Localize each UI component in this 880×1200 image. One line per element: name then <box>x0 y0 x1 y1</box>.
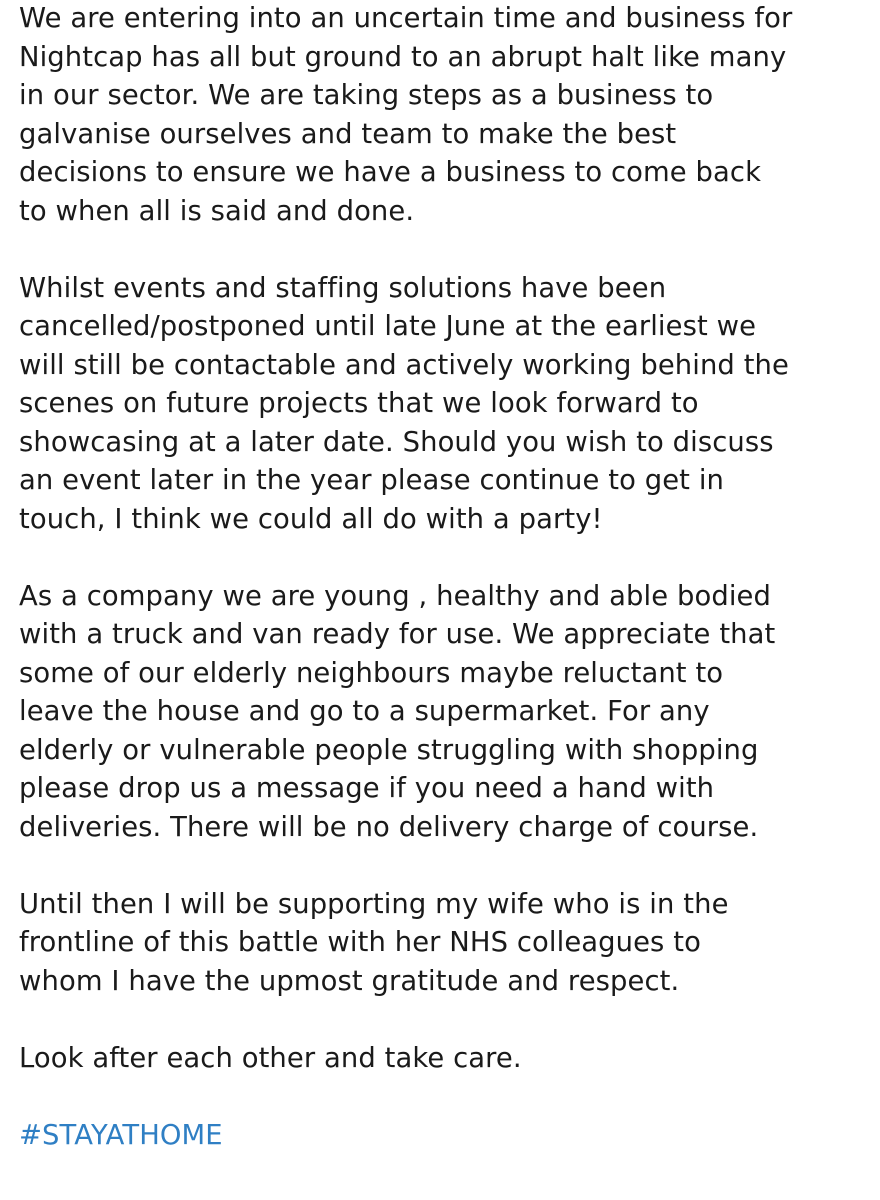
post-text-line: please drop us a message if you need a hand with <box>19 773 715 804</box>
post-paragraph <box>19 886 869 1002</box>
post-text-line: Until then I will be supporting my wife who is in the <box>19 888 729 920</box>
post-text-line: We are entering into an uncertain time and business for <box>19 3 793 34</box>
post-text-line: As a company we are young , healthy and able bodied <box>19 580 771 612</box>
post-text-line: scenes on future projects that we look forward to <box>19 388 699 419</box>
post-text-line: decisions to ensure we have a business to come back <box>19 157 762 188</box>
post-text-line: cancelled/postponed until late June at the earliest we <box>19 311 757 342</box>
post-text-line: in our sector. We are taking steps as a business to <box>19 80 714 111</box>
post-text-line: an event later in the year please continue to get in <box>19 465 724 496</box>
post-paragraph <box>19 578 869 848</box>
post-text-line: galvanise ourselves and team to make the best <box>19 118 677 150</box>
post-text-line: to when all is said and done. <box>19 195 415 227</box>
post-text-line: Nightcap has all but ground to an abrupt halt like many <box>19 41 787 73</box>
post-text-line: Whilst events and staffing solutions have been <box>19 272 667 304</box>
post-text-line: leave the house and go to a supermarket. For any <box>19 696 710 727</box>
post-paragraph <box>19 0 869 231</box>
post-text-line: elderly or vulnerable people struggling with shopping <box>19 734 759 766</box>
post-text-line: deliveries. There will be no delivery charge of course. <box>19 811 759 843</box>
post-text-line: touch, I think we could all do with a party! <box>19 503 603 535</box>
post-text-line: will still be contactable and actively working behind the <box>19 349 789 381</box>
post-text-line: some of our elderly neighbours maybe reluctant to <box>19 657 724 689</box>
post-text-line: with a truck and van ready for use. We appreciate that <box>19 619 776 650</box>
post-paragraph <box>19 270 869 540</box>
post-paragraph <box>19 1040 869 1079</box>
post-text-line: frontline of this battle with her NHS colleagues to <box>19 927 701 958</box>
post-text-line: whom I have the upmost gratitude and respect. <box>19 965 680 997</box>
post-body <box>19 0 869 1155</box>
hashtag-link[interactable]: #STAYATHOME <box>19 1119 223 1151</box>
post-text-line: showcasing at a later date. Should you wish to discuss <box>19 426 774 458</box>
post-text-line: Look after each other and take care. <box>19 1042 522 1074</box>
